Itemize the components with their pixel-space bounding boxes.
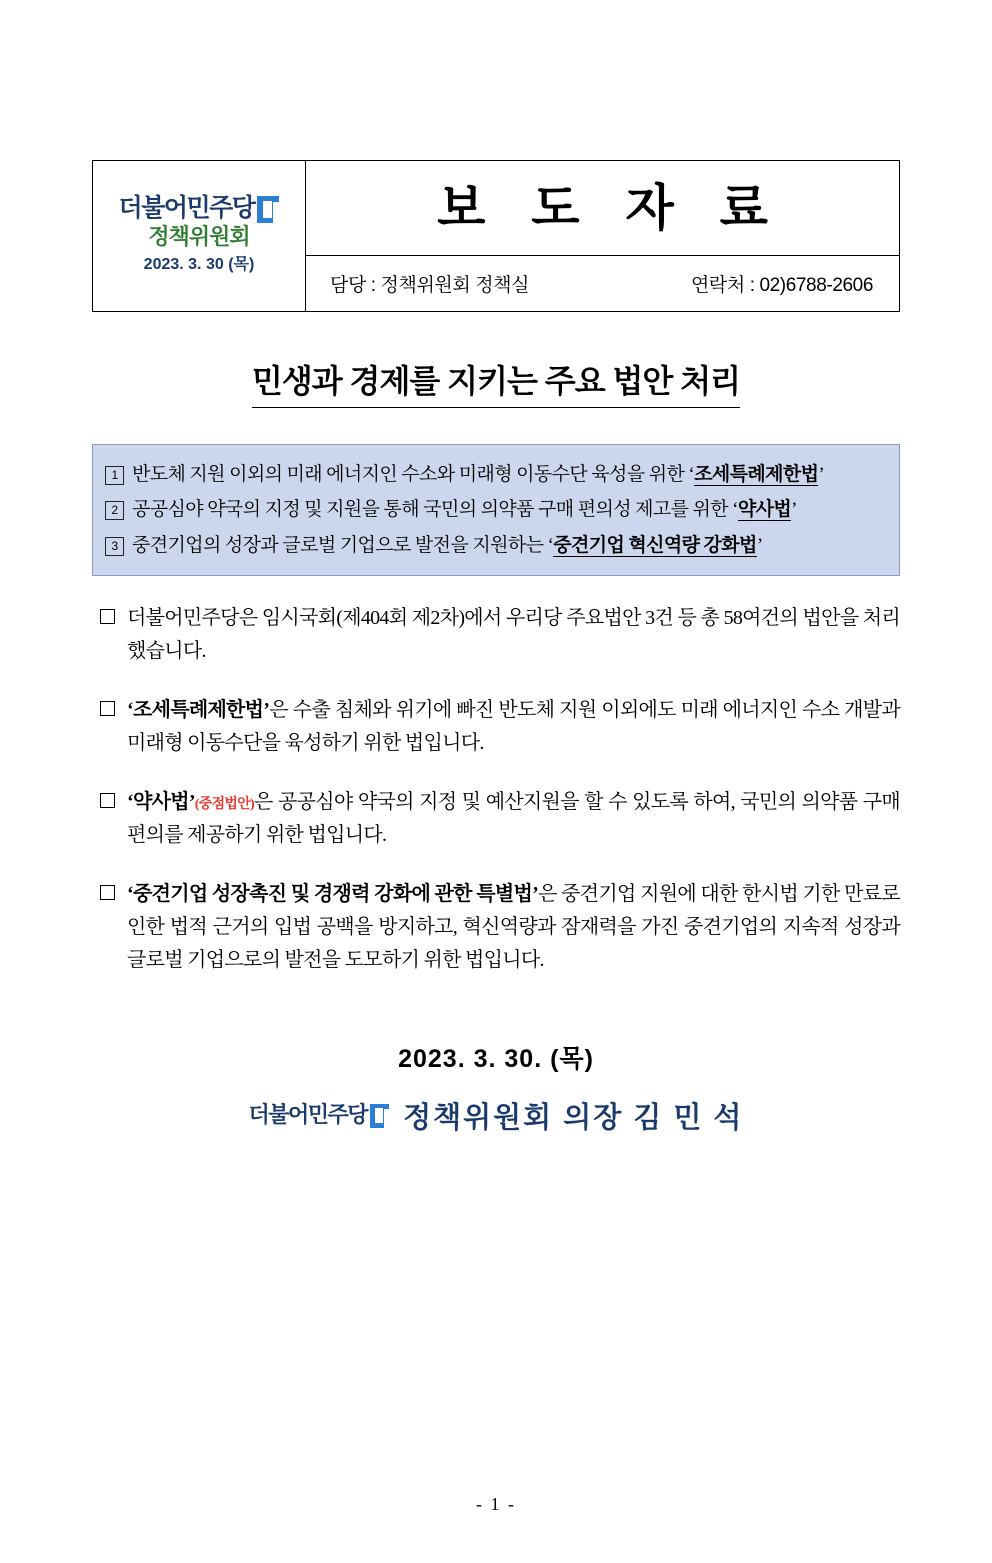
summary-text-after: ’ (791, 499, 797, 521)
document-title-cell (306, 161, 900, 256)
summary-item-text (132, 531, 885, 560)
body-paragraph (92, 694, 900, 760)
democratic-party-logo-icon (370, 1104, 389, 1128)
body-text-bold: ‘조세특례제한법’ (127, 699, 270, 722)
page-title: 보 도 자 료 (437, 180, 784, 237)
header-date-label: 2023. 3. 30 (목) (143, 255, 255, 273)
summary-text-after: ’ (756, 534, 763, 556)
party-logo-cell (93, 161, 306, 312)
summary-law-name: 약사법 (737, 499, 792, 521)
signature-name: 정책위원회 의장 김 민 석 (403, 1102, 744, 1135)
contact-person-label: 담당 : 정책위원회 정책실 (330, 275, 530, 297)
header-meta-cell (306, 256, 900, 312)
contact-phone-label: 연락처 : 02)6788-2606 (690, 275, 873, 297)
party-name-label: 더불어민주당 (118, 194, 255, 223)
summary-item (105, 457, 885, 492)
body-paragraph-text (127, 602, 900, 668)
body-paragraph (92, 878, 900, 977)
summary-item-text (132, 495, 885, 524)
summary-number-icon: 2 (105, 501, 124, 520)
main-heading-text: 민생과 경제를 지키는 주요 법안 처리 (252, 356, 740, 408)
body-paragraph-text (127, 694, 900, 760)
document-page (0, 160, 992, 1563)
square-bullet-icon (100, 701, 115, 716)
page-number: - 1 - (476, 1494, 516, 1514)
square-bullet-icon (100, 609, 115, 624)
summary-law-name: 조세특례제한법 (694, 464, 819, 485)
summary-text-before: 반도체 지원 이외의 미래 에너지인 수소와 미래형 이동수단 육성을 위한 ‘ (132, 464, 695, 485)
body-paragraph-text (127, 878, 900, 977)
body-text-plain: 더불어민주당은 임시국회(제404회 제2차)에서 우리당 주요법안 3건 등 총 58여건의 법안을 처리했습니다. (127, 607, 900, 663)
body-paragraph (92, 786, 900, 852)
body-text-highlight: (중점법안) (194, 797, 255, 813)
body-paragraph-text (127, 786, 900, 852)
summary-box (92, 444, 900, 576)
body-text-bold: ‘중견기업 성장촉진 및 경쟁력 강화에 관한 특별법’ (127, 883, 539, 906)
square-bullet-icon (100, 885, 115, 900)
body-text-plain: 은 공공심야 약국의 지정 및 예산지원을 할 수 있도록 하여, 국민의 의약품 구매 편의를 제공하기 위한 법입니다. (127, 791, 900, 847)
summary-text-before: 공공심야 약국의 지정 및 지원을 통해 국민의 의약품 구매 편의성 제고를 위한 ‘ (132, 499, 738, 521)
summary-number-icon: 3 (105, 537, 124, 556)
democratic-party-logo-icon (257, 196, 279, 223)
square-bullet-icon (100, 793, 115, 808)
signature-date: 2023. 3. 30. (목) (398, 1045, 594, 1074)
body-text-plain: 은 수출 침체와 위기에 빠진 반도체 지원 이외에도 미래 에너지인 수소 개발과 미래형 이동수단을 육성하기 위한 법입니다. (127, 699, 900, 755)
body-text-bold: ‘약사법’ (127, 791, 195, 814)
body-text-plain: 은 중견기업 지원에 대한 한시법 기한 만료로 인한 법적 근거의 입법 공백을 방지하고, 혁신역량과 잠재력을 가진 중견기업의 지속적 성장과 글로벌 기업으로의 발전을 도모하기 위한 법입니다. (127, 883, 900, 972)
summary-text-after: ’ (818, 464, 825, 485)
header-table (92, 160, 900, 312)
summary-item (105, 492, 885, 527)
summary-text-before: 중견기업의 성장과 글로벌 기업으로 발전을 지원하는 ‘ (132, 534, 554, 556)
summary-item (105, 528, 885, 563)
main-heading (92, 356, 900, 408)
summary-item-text (132, 460, 885, 489)
signature-logo (248, 1101, 390, 1128)
committee-label: 정책위원회 (148, 224, 250, 250)
body-paragraph (92, 602, 900, 668)
body-paragraph-list (92, 602, 900, 977)
signature-party-name: 더불어민주당 (248, 1101, 368, 1127)
summary-law-name: 중견기업 혁신역량 강화법 (553, 534, 757, 556)
summary-number-icon: 1 (105, 466, 124, 485)
signature-row (92, 1095, 900, 1136)
